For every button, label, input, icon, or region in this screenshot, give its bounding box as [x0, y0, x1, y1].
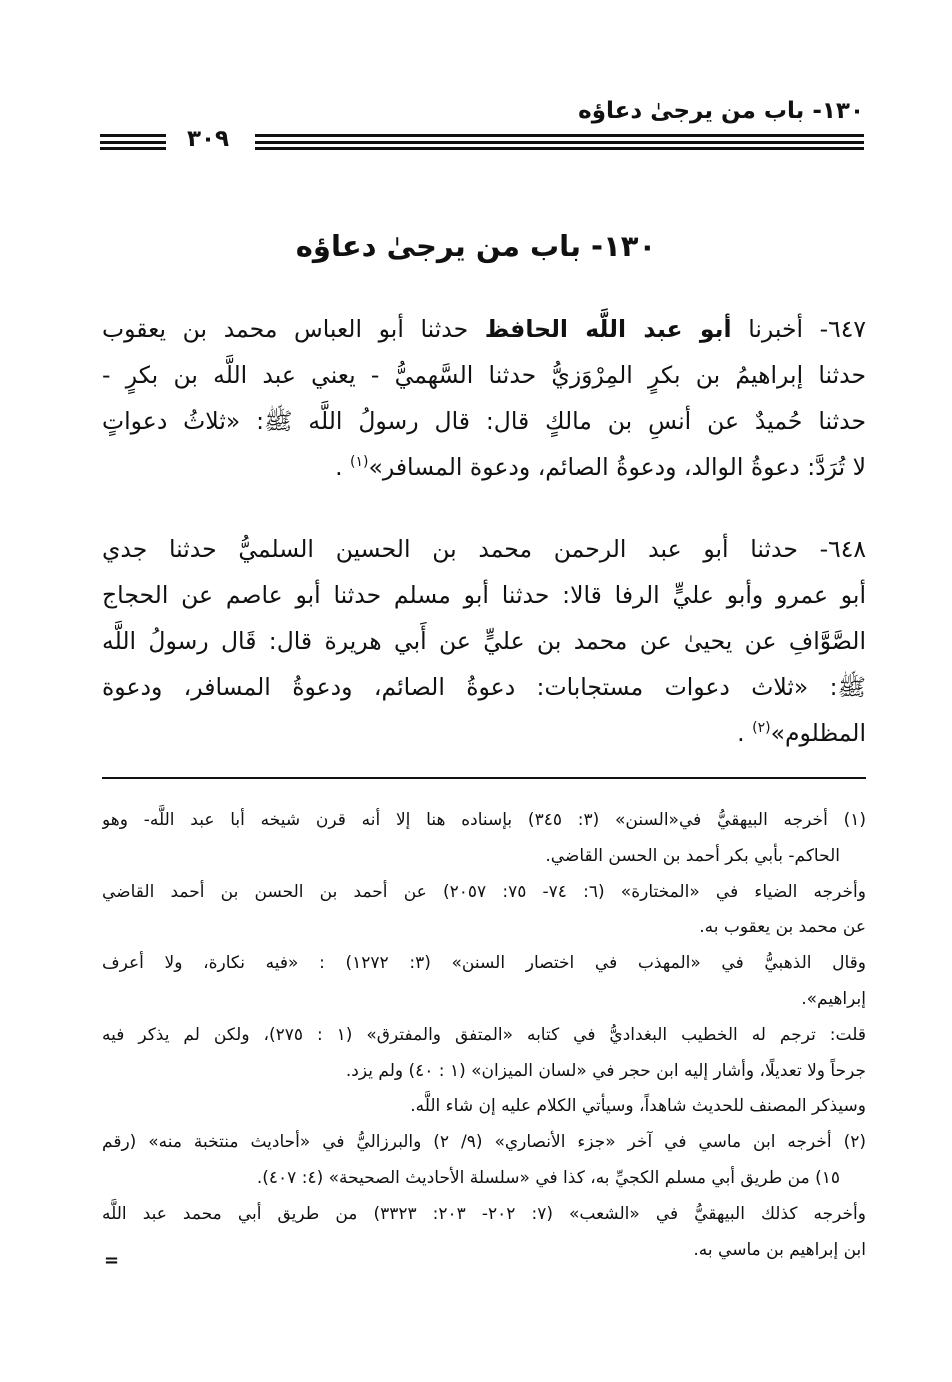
- footnote-line: وأخرجه الضياء في «المختارة» (٦: ٧٤- ٧٥: ٢٠٥٧) عن أحمد بن الحسن بن أحمد القاضي: [102, 881, 866, 902]
- continuation-mark: =: [104, 1250, 120, 1271]
- hadith-text: لا تُرَدَّ: دعوةُ الوالد، ودعوةُ الصائم، ودعوة المسافر»: [368, 453, 866, 481]
- running-header-title: ١٣٠- باب من يرجىٰ دعاؤه: [578, 98, 864, 124]
- header-rule-line-top: [255, 134, 864, 137]
- header-rule-line-middle: [100, 141, 166, 144]
- footnote-line: الحاكم- بأبي بكر أحمد بن الحسن القاضي.: [545, 845, 840, 866]
- footnote-line: ١٥) من طريق أبي مسلم الكجيِّ به، كذا في «سلسلة الأحاديث الصحيحة» (٤: ٤٠٧).: [256, 1167, 840, 1188]
- hadith-line: أبو عمرو وأبو عليٍّ الرفا قالا: حدثنا أبو مسلم حدثنا أبو عاصم عن الحجاج: [102, 581, 866, 609]
- header-rule-left: [100, 134, 166, 150]
- footnote-line: عن محمد بن يعقوب به.: [699, 917, 866, 938]
- hadith-647: [102, 306, 866, 490]
- chapter-heading: ١٣٠- باب من يرجىٰ دعاؤه: [295, 229, 657, 263]
- footnote-marker[interactable]: (١): [350, 454, 369, 471]
- footnotes: [102, 803, 866, 1268]
- footnote-line: وسيذكر المصنف للحديث شاهداً، وسيأتي الكلام عليه إن شاء اللَّه.: [410, 1096, 866, 1117]
- hadith-line: [102, 710, 866, 756]
- footnote-line: وقال الذهبيُّ في «المهذب في اختصار السنن» (٣: ١٢٧٢) : «فيه نكارة، ولا أعرف: [102, 953, 866, 974]
- footnote-line: جرحاً ولا تعديلًا، وأشار إليه ابن حجر في «لسان الميزان» (١ : ٤٠) ولم يزد.: [345, 1060, 866, 1081]
- header-rule-line-bottom: [100, 147, 166, 150]
- hadith-line: ٦٤٨- حدثنا أبو عبد الرحمن محمد بن الحسين السلميُّ حدثنا جدي: [102, 535, 866, 563]
- header-rule-line-bottom: [255, 147, 864, 150]
- header-rule-right: [255, 134, 864, 150]
- footnote-separator: [102, 777, 866, 779]
- footnote-line: قلت: ترجم له الخطيب البغداديُّ في كتابه «المتفق والمفترق» (١ : ٢٧٥)، ولكن لم يذكر فيه: [102, 1024, 866, 1045]
- hadith-text: حدثنا أبو العباس محمد بن يعقوب: [102, 315, 485, 343]
- hadith-648: [102, 526, 866, 756]
- hadith-line: [102, 306, 866, 352]
- header-rule-line-top: [100, 134, 166, 137]
- footnote-line: ابن إبراهيم بن ماسي به.: [693, 1239, 866, 1260]
- footnote-line: (١) أخرجه البيهقيُّ في«السنن» (٣: ٣٤٥) بإسناده هنا إلا أنه قرن شيخه أبا عبد اللَّه- وهو: [102, 810, 866, 830]
- footnote-line: إبراهيم».: [801, 988, 866, 1009]
- narrator-name-bold: أبو عبد اللَّه الحافظ: [484, 315, 732, 343]
- hadith-end: .: [335, 453, 351, 481]
- footnote-line: (٢) أخرجه ابن ماسي في آخر «جزء الأنصاري» (٩/ ٢) والبرزاليُّ في «أحاديث منتخبة منه» (رقم: [102, 1132, 866, 1153]
- hadith-line: حدثنا إبراهيمُ بن بكرٍ المِرْوَزيُّ حدثنا السَّهميُّ - يعني عبد اللَّه بن بكرٍ -: [102, 361, 866, 389]
- hadith-line: الصَّوَّافِ عن يحيىٰ عن محمد بن عليٍّ عن أَبي هريرة قال: قَال رسولُ اللَّه: [102, 627, 866, 655]
- hadith-text: المظلوم»: [770, 719, 866, 747]
- hadith-line: [102, 444, 866, 490]
- footnote-line: وأخرجه كذلك البيهقيُّ في «الشعب» (٧: ٢٠٢- ٢٠٣: ٣٣٢٣) من طريق أبي محمد عبد اللَّه: [102, 1203, 866, 1224]
- page-number: ٣٠٩: [186, 126, 230, 152]
- header-rule-line-middle: [255, 141, 864, 144]
- hadith-end: .: [737, 719, 753, 747]
- footnote-marker[interactable]: (٢): [752, 720, 771, 737]
- hadith-text: ٦٤٧- أخبرنا: [731, 315, 866, 343]
- hadith-line: حدثنا حُميدٌ عن أنسِ بن مالكٍ قال: قال رسولُ اللَّه ﷺ: «ثلاثُ دعواتٍ: [102, 407, 866, 435]
- hadith-line: ﷺ: «ثلاث دعوات مستجابات: دعوةُ الصائم، ودعوةُ المسافر، ودعوة: [102, 673, 866, 701]
